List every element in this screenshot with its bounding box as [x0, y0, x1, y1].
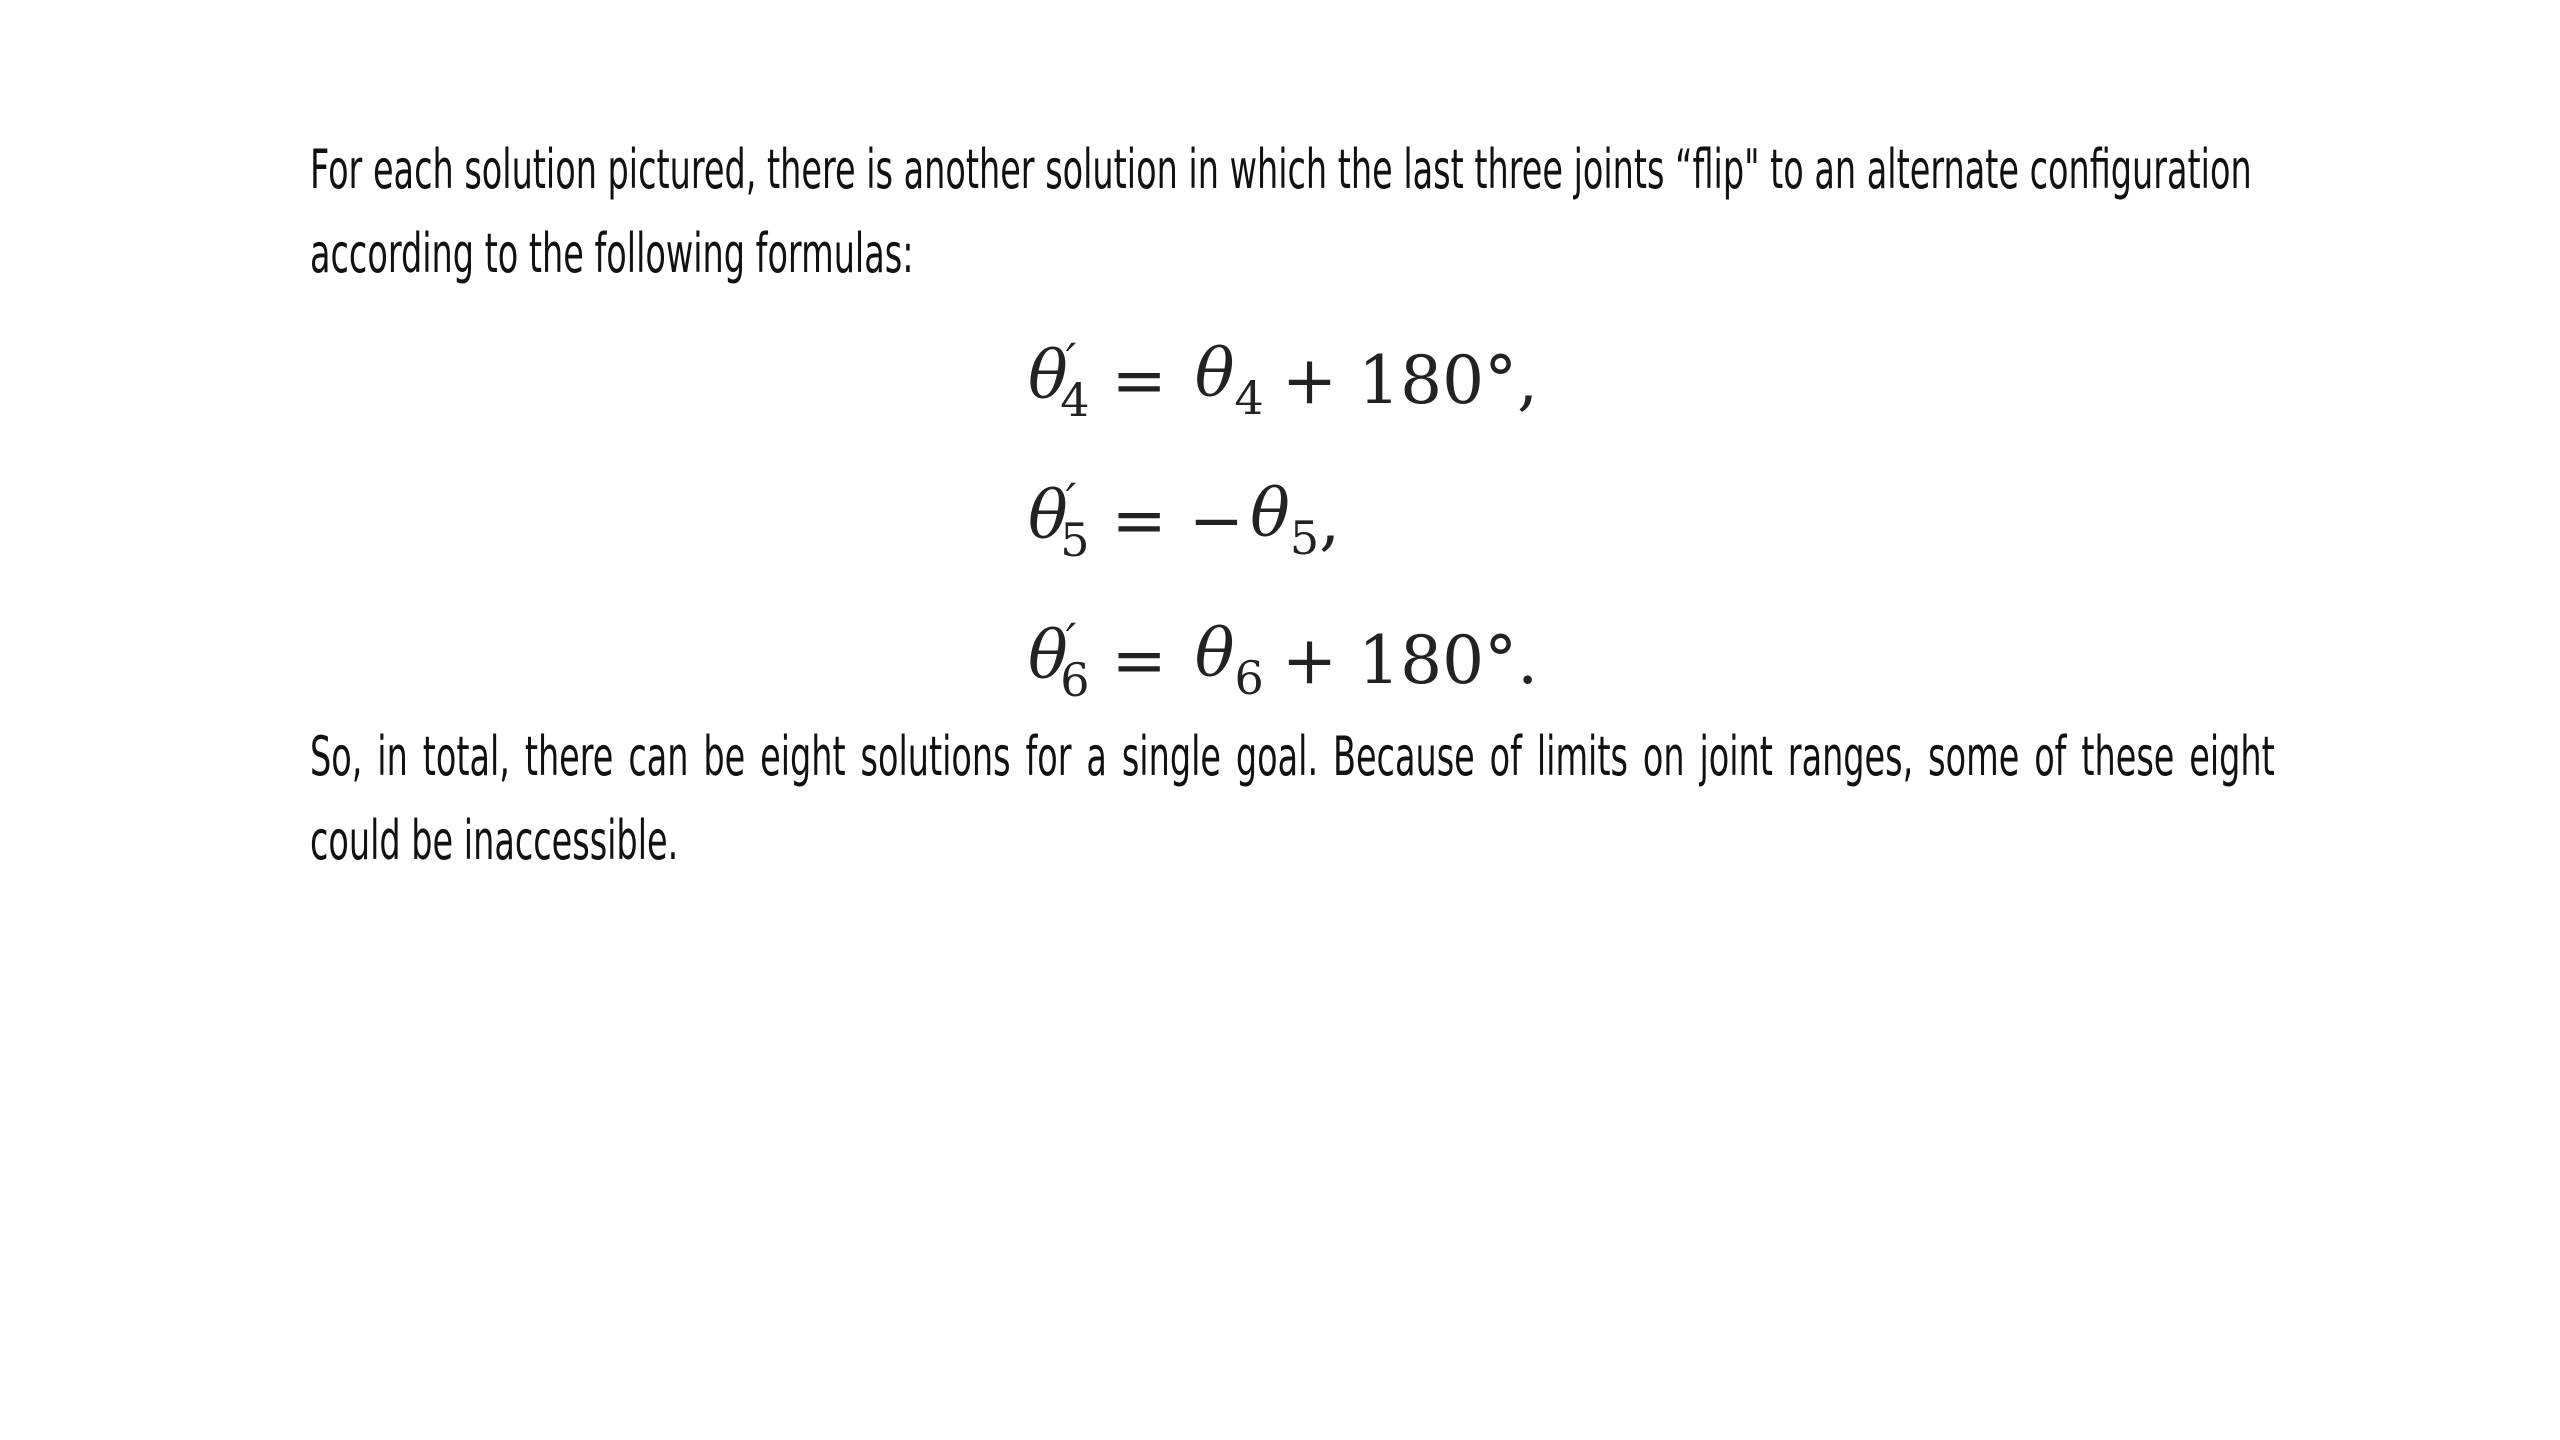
lhs-variable: $\theta'_5$: [1028, 473, 1090, 567]
rhs-variable: $\theta_5$: [1250, 475, 1320, 565]
intro-paragraph: [310, 128, 2252, 296]
flip-formulas: [1028, 310, 1538, 730]
rhs-variable: $\theta_4$: [1194, 335, 1264, 425]
equals-sign: =: [1111, 341, 1167, 419]
rhs-remainder: ,: [1319, 481, 1341, 559]
rhs-remainder: + 180°.: [1281, 621, 1539, 699]
intro-paragraph-text: For each solution pictured, there is another solution in which the last three joints “flip" to an alternate configuration according to the following formulas:: [310, 138, 2252, 285]
conclusion-paragraph: [310, 715, 2275, 883]
equation-theta-6: [1028, 590, 1538, 730]
equals-sign: =: [1111, 621, 1167, 699]
lhs-variable: $\theta'_6$: [1028, 613, 1090, 707]
equals-sign: =: [1111, 481, 1167, 559]
rhs-sign: −: [1188, 481, 1245, 559]
conclusion-paragraph-text: So, in total, there can be eight solutions for a single goal. Because of limits on joint ranges, some of these eight could be inaccessible.: [310, 725, 2275, 872]
rhs-remainder: + 180°,: [1281, 341, 1539, 419]
equation-theta-4: [1028, 310, 1538, 450]
equation-theta-5: [1028, 450, 1538, 590]
lhs-variable: $\theta'_4$: [1028, 333, 1090, 427]
rhs-variable: $\theta_6$: [1194, 615, 1264, 705]
